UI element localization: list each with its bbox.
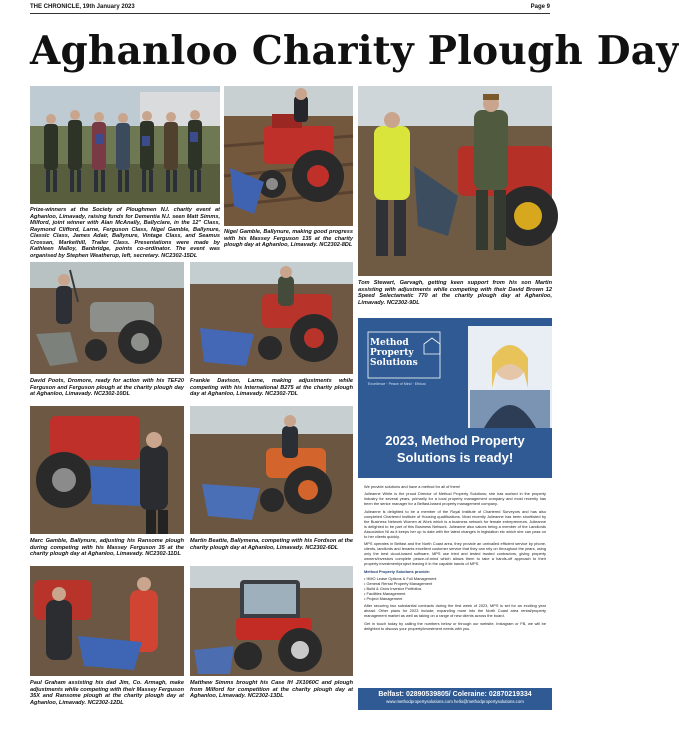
advert-services-list xyxy=(364,576,546,601)
advert-banner xyxy=(358,318,552,428)
method-property-advert xyxy=(358,318,552,710)
caption-prize-winners: Prize-winners at the Society of Ploughmen N.I. charity event at Aghanloo, Limavady, raising funds for Dementia N.I. seen Matt Simms, Milford, joint winner with Alan McAnally, Ballyclare, in the 12" Class, Raymond Clifford, Larne, Ferguson Class, Nigel Gamble, Ballynure, Classic Class, James Adair, Ballynure, Vintage Class, and Seamus Crossan, Markethill, Trailer Class. Presentations were made by Kathleen Malloy, Banbridge, points co-ordinator. The event was organised by Stephen Weatherup, left, secretary. NC2302-15DL xyxy=(30,207,220,259)
photo-frankie-davison xyxy=(190,262,353,374)
photo-matthew-simms xyxy=(190,566,353,676)
advert-intro: We provide solutions and have a method for all of them! xyxy=(364,484,461,489)
caption-matthew-simms: Matthew Simms brought his Case IH JX1060C and plough from Milford for competition at the charity plough day at Aghanloo, Limavady. NC2302-13DL xyxy=(190,680,353,699)
advert-phone-numbers: Belfast: 02890539805/ Coleraine: 02870219334 xyxy=(378,691,532,698)
caption-frankie-davison: Frankie Davison, Larne, making adjustments while competing with his International B275 at the charity plough day at Aghanloo, Limavady. NC2302-7DL xyxy=(190,378,353,397)
caption-nigel-gamble: Nigel Gamble, Ballynure, making good progress with his Massey Ferguson 135 at the charity plough day at Aghanloo, Limavady. NC2302-8DL xyxy=(224,229,353,248)
photo-david-poots xyxy=(30,262,184,374)
caption-marc-gamble: Marc Gamble, Ballynure, adjusting his Ransome plough during competing with his Massey Ferguson 35 at the charity plough day at Aghanloo, Limavady. NC2302-11DL xyxy=(30,538,184,557)
service-item: • Facilities Management xyxy=(364,591,546,596)
page-number: Page 9 xyxy=(530,4,550,10)
photo-tom-stewart xyxy=(358,86,552,276)
advert-headline-line-2: Solutions is ready! xyxy=(396,450,514,465)
advert-paragraph: Get in touch today by calling the numbers below or through our website, Instagram or FB, we will be delighted to discuss your property/investment needs with you. xyxy=(364,620,546,631)
page-title: Aghanloo Charity Plough Day xyxy=(30,28,679,74)
caption-paul-graham: Paul Graham assisting his dad Jim, Co. Armagh, make adjustments while competing with their Massey Ferguson 35X and Ransome plough at the charity plough day at Aghanloo, Limavady. NC2302-12DL xyxy=(30,680,184,706)
brand-line-3: Solutions xyxy=(370,358,418,368)
advert-web-email[interactable]: www.methodpropertysolutions.com hello@methodpropertysolutions.com xyxy=(386,699,524,704)
photo-marc-gamble xyxy=(30,406,184,534)
service-item: • Build & Grow Investor Portfolios xyxy=(364,586,546,591)
publication-name: THE CHRONICLE, 19th January 2023 xyxy=(30,4,135,10)
advert-brand xyxy=(370,338,418,368)
caption-tom-stewart: Tom Stewart, Garvagh, getting keen support from his son Martin assisting with adjustments while competing with their David Brown 12 Speed Selectamatic 770 at the charity plough day at Aghanloo, Limavady. NC2302-9DL xyxy=(358,280,552,306)
advert-contact-footer xyxy=(358,688,552,710)
photo-nigel-gamble xyxy=(224,86,353,226)
advert-paragraph: MPS operates in Belfast and the North Coast area, they provide an unrivalled efficient service by phone, clients, landlords and tenants excellent customer service that they can rely on throughout the years, using only the best cloud-based software. MPS use tried and tested trusted contractors, giving property owners/investors complete peace-of-mind which allows them to take a hands-off approach to their property investment/project leaving it in the capable hands of MPS. xyxy=(364,541,546,567)
advert-headline-line-1: 2023, Method Property xyxy=(385,433,525,448)
service-item: • Project Management xyxy=(364,596,546,601)
header-rule xyxy=(30,13,550,14)
brand-line-1: Method xyxy=(370,338,409,348)
advert-tagline: Excellence · Peace of Mind · Ethical xyxy=(368,382,426,386)
brand-line-2: Property xyxy=(370,348,414,358)
photo-paul-graham xyxy=(30,566,184,676)
advert-body xyxy=(364,484,546,633)
advert-headline xyxy=(358,432,552,466)
photo-martin-beattie xyxy=(190,406,353,534)
advert-paragraph: Julieanne White is the proud Director of Method Property Solutions; she has worked in the property industry for several years, primarily for a local property management company and most recently has been the senior manager for a Belfast-based property management company. xyxy=(364,491,546,507)
advert-services-title: Method Property Solutions provide: xyxy=(364,568,431,574)
advert-paragraph: After securing two substantial contracts during the first week of 2023, MPS is set for an exciting year ahead. Other plans for 2023 include; expanding more into the North Coast area rental/property management market as well as taking on a range of new clients across the board. xyxy=(364,603,546,619)
caption-david-poots: David Poots, Dromore, ready for action with his TEF20 Ferguson and Ferguson plough at the charity plough day at Aghanloo, Limavady. NC2302-10DL xyxy=(30,378,184,397)
photo-prize-winners xyxy=(30,86,220,204)
service-item: • HMO Lease Options & Full Management xyxy=(364,576,546,581)
advert-paragraph: Julieanne is delighted to be a member of the Royal Institute of Chartered Surveyors and has also completed Chartered Institute of Housing qualifications. Most recently Julieanne has been shortlisted by the Business Network Women at Work which is a business network for female entrepreneurs. Julieanne is delighted to be part of this Business Network. Julieanne also values being a member of the Landlords Association NI as it keeps her up to date with the latest changes in legislation etc which she can pass on to her clients quickly. xyxy=(364,508,546,539)
caption-martin-beattie: Martin Beattie, Ballymena, competing with his Fordson at the charity plough day at Aghanloo, Limavady. NC2302-6DL xyxy=(190,538,353,551)
service-item: • General Rental Property Management xyxy=(364,581,546,586)
